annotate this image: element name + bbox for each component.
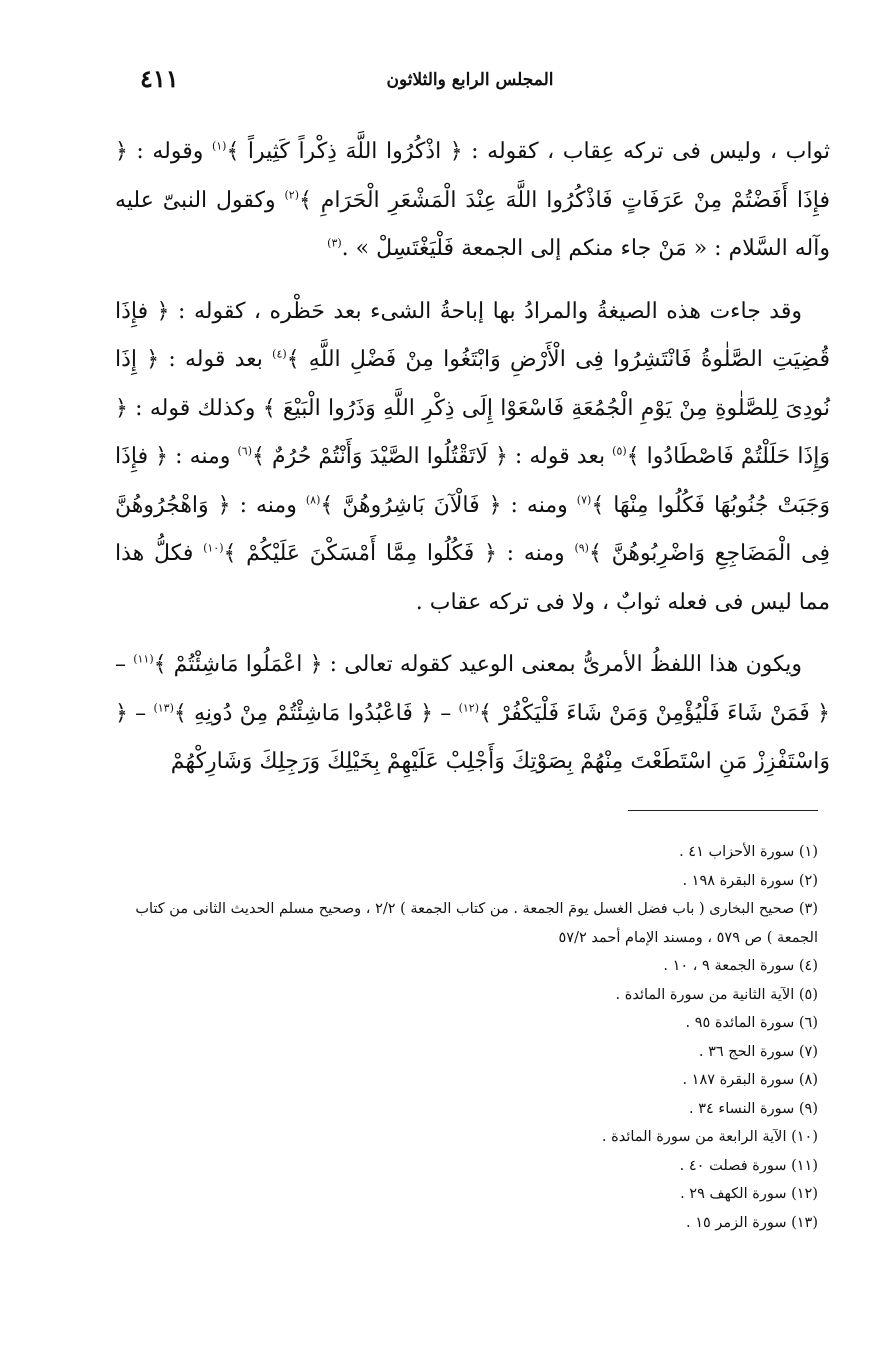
text-segment: ومنه : ﴿ فإِذَا وَجَبَتْ جُنُوبُهَا فَكُلُوا مِنْهَا ﴾ <box>115 444 830 518</box>
text-segment: – ﴿ فَاعْبُدُوا مَاشِئْتُمْ مِنْ دُونِهِ ﴾ <box>173 700 452 726</box>
footnote: (٥) الآية الثانية من سورة المائدة . <box>615 986 818 1003</box>
footnote: (٦) سورة المائدة ٩٥ . <box>685 1015 818 1031</box>
text-segment: وقوله : ﴿ فإِذَا أَفَضْتُمْ مِنْ عَرَفَاتٍ فَاذْكُرُوا اللَّهَ عِنْدَ الْمَشْعَرِ الْحَرَامِ ﴾ <box>115 139 831 213</box>
footnote: (٨) سورة البقرة ١٨٧ . <box>682 1072 818 1088</box>
text-segment: – ﴿ وَاسْتَفْزِزْ مَنِ اسْتَطَعْتَ مِنْهُمْ بِصَوْتِكَ وَأَجْلِبْ عَلَيْهِمْ بِخَيْلِكَ وَرَجِلِكَ وَشَارِكْهُمْ <box>115 700 830 774</box>
text-segment: وقد جاءت هذه الصيغةُ والمرادُ بها إباحةُ الشىء بعد حَظْره ، كقوله : ﴿ فإِذَا قُضِيَتِ الصَّلٰوةُ فَانْتَشِرُوا فِى الْأَرْضِ وَابْتَغُوا مِنْ فَضْلِ اللَّهِ ﴾ <box>115 298 830 372</box>
footnote-ref: (١) <box>211 139 227 153</box>
footnote: (٢) سورة البقرة ١٩٨ . <box>682 872 818 889</box>
footnote-ref: (١١) <box>133 652 154 666</box>
footnote-ref: (٤) <box>272 347 287 361</box>
text-segment: فكلُّ هذا مما ليس فى فعله ثوابٌ ، ولا فى تركه عقاب . <box>115 541 830 615</box>
footnote: (١٠) الآية الرابعة من سورة المائدة . <box>601 1129 818 1145</box>
footnote-ref: (١٠) <box>203 541 224 555</box>
footnote-ref: (٨) <box>305 493 321 507</box>
text-segment: ثواب ، وليس فى تركه عِقاب ، كقوله : ﴿ اذْكُرُوا اللَّهَ ذِكْراً كَثِيراً ﴾ <box>226 139 830 164</box>
footnote-ref: (١٢) <box>458 701 479 715</box>
text-segment: بعد قوله : ﴿ إِذَا نُودِىَ لِلصَّلٰوةِ مِنْ يَوْمِ الْجُمُعَةِ فَاسْعَوْا إِلَى ذِكْرِ اللَّهِ وَذَرُوا الْبَيْعَ ﴾ <box>115 347 830 421</box>
footnote-ref: (٣) <box>327 236 342 250</box>
footnote-ref: (٢) <box>284 188 300 202</box>
text-segment: ومنه : ﴿ فَكُلُوا مِمَّا أَمْسَكْنَ عَلَيْكُمْ ﴾ <box>223 541 565 566</box>
footnote: (٧) سورة الحج ٣٦ . <box>698 1043 818 1060</box>
footnote-ref: (٧) <box>576 493 592 507</box>
text-segment: ومنه : ﴿ وَاهْجُرُوهُنَّ فِى الْمَضَاجِعِ وَاضْرِبُوهُنَّ ﴾ <box>115 492 830 566</box>
running-title: المجلس الرابع والثلاثون <box>386 70 554 90</box>
text-segment: بعد قوله : ﴿ لَاتَقْتُلُوا الصَّيْدَ وَأَنْتُمْ حُرُمٌ ﴾ <box>252 444 606 469</box>
text-segment: وكقول النبىّ عليه وآله السَّلام : « مَنْ جاء منكم إلى الجمعة فَلْيَغْتَسِلْ » . <box>115 187 830 261</box>
main-text <box>115 128 830 801</box>
text-segment: ويكون هذا اللفظُ الأمرىُّ بمعنى الوعيد كقوله تعالى : ﴿ اعْمَلُوا مَاشِئْتُمْ ﴾ <box>153 652 802 677</box>
page-number: ٤١١ <box>140 64 179 93</box>
text-segment: ومنه : ﴿ فَالْآنَ بَاشِرُوهُنَّ ﴾ <box>320 492 568 518</box>
footnotes <box>118 838 818 1237</box>
footnote: (١١) سورة فصلت ٤٠ . <box>679 1157 818 1174</box>
footnote: (١) سورة الأحزاب ٤١ . <box>679 844 818 860</box>
paragraph-3 <box>115 641 830 787</box>
footnote: (٤) سورة الجمعة ٩ ، ١٠ . <box>663 958 818 974</box>
text-segment: – ﴿ فَمَنْ شَاءَ فَلْيُؤْمِنْ وَمَنْ شَاءَ فَلْيَكْفُرْ ﴾ <box>115 652 830 726</box>
paragraph-2 <box>115 288 830 628</box>
footnote: (٣) صحيح البخارى ( باب فضل الغسل يومَ الجمعة . من كتاب الجمعة ) ٢/٢ ، وصحيح مسلم الحديث الثانى من كتاب الجمعة ) ص ٥٧٩ ، ومسند الإمام أحمد ٥٧/٢ <box>135 901 818 946</box>
footnote-divider <box>628 810 818 811</box>
paragraph-1 <box>115 128 830 274</box>
footnote: (١٢) سورة الكهف ٢٩ . <box>680 1186 818 1202</box>
page-header <box>120 62 820 102</box>
footnote-ref: (٩) <box>574 541 589 555</box>
footnote: (١٣) سورة الزمر ١٥ . <box>686 1214 818 1231</box>
footnote-ref: (٦) <box>237 444 253 458</box>
footnote: (٩) سورة النساء ٣٤ . <box>689 1100 818 1117</box>
footnote-ref: (١٣) <box>153 701 174 715</box>
footnote-ref: (٥) <box>612 444 627 458</box>
text-segment: وكذلك قوله : ﴿ وَإِذَا حَلَلْتُمْ فَاصْطَادُوا ﴾ <box>115 395 830 469</box>
